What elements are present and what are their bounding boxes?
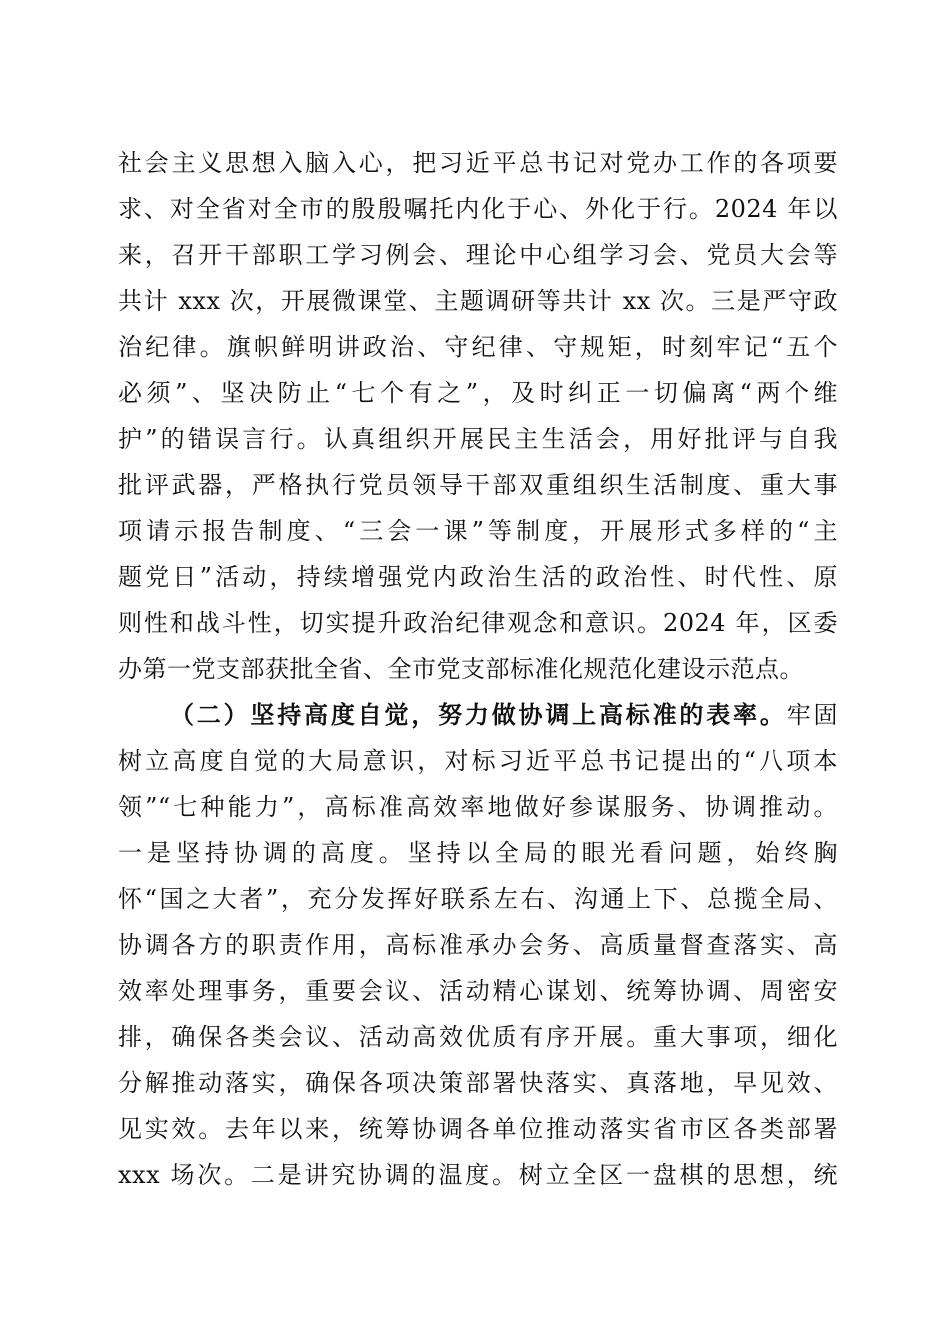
body-text-line: 批评武器，严格执行党员领导干部双重组织生活制度、重大事 — [118, 471, 838, 499]
body-text-line: 护”的错误言行。认真组织开展民主生活会，用好批评与自我 — [118, 425, 838, 453]
body-text-line: 求、对全省对全市的殷殷嘱托内化于心、外化于行。2024 年以 — [118, 195, 838, 223]
body-text-line: 题党日”活动，持续增强党内政治生活的政治性、时代性、原 — [118, 563, 838, 591]
body-text-line: 协调各方的职责作用，高标准承办会务、高质量督查落实、高 — [118, 931, 838, 959]
body-text-line: 一是坚持协调的高度。坚持以全局的眼光看问题，始终胸 — [118, 839, 838, 867]
body-text-line: 怀“国之大者”，充分发挥好联系左右、沟通上下、总揽全局、 — [118, 885, 838, 913]
body-text-line: 必须”、坚决防止“七个有之”，及时纠正一切偏离“两个维 — [118, 379, 838, 407]
body-text-line: 排，确保各类会议、活动高效优质有序开展。重大事项，细化 — [118, 1023, 838, 1051]
body-text-line: 社会主义思想入脑入心，把习近平总书记对党办工作的各项要 — [118, 149, 838, 177]
body-text-line: 项请示报告制度、“三会一课”等制度，开展形式多样的“主 — [118, 517, 838, 545]
body-text-line: 共计 xxx 次，开展微课堂、主题调研等共计 xx 次。三是严守政 — [118, 287, 838, 315]
body-text-line: 办第一党支部获批全省、全市党支部标准化规范化建设示范点。 — [118, 655, 804, 683]
section-heading-line — [170, 695, 838, 735]
body-text-line: 治纪律。旗帜鲜明讲政治、守纪律、守规矩，时刻牢记“五个 — [118, 333, 838, 361]
body-text-line: 见实效。去年以来，统筹协调各单位推动落实省市区各类部署 — [118, 1115, 838, 1143]
body-text-line: 分解推动落实，确保各项决策部署快落实、真落地，早见效、 — [118, 1069, 838, 1097]
section-heading: （二）坚持高度自觉，努力做协调上高标准的表率。 — [170, 700, 787, 729]
body-text-line: 效率处理事务，重要会议、活动精心谋划、统筹协调、周密安 — [118, 977, 838, 1005]
body-text-line: 树立高度自觉的大局意识，对标习近平总书记提出的“八项本 — [118, 747, 838, 775]
body-text-line: xxx 场次。二是讲究协调的温度。树立全区一盘棋的思想，统 — [118, 1161, 838, 1189]
body-text-line: 则性和战斗性，切实提升政治纪律观念和意识。2024 年，区委 — [118, 609, 838, 637]
body-text-line: 来，召开干部职工学习例会、理论中心组学习会、党员大会等 — [118, 241, 838, 269]
section-heading-continuation: 牢固 — [786, 701, 838, 729]
body-text-line: 领”“七种能力”，高标准高效率地做好参谋服务、协调推动。 — [118, 793, 838, 821]
